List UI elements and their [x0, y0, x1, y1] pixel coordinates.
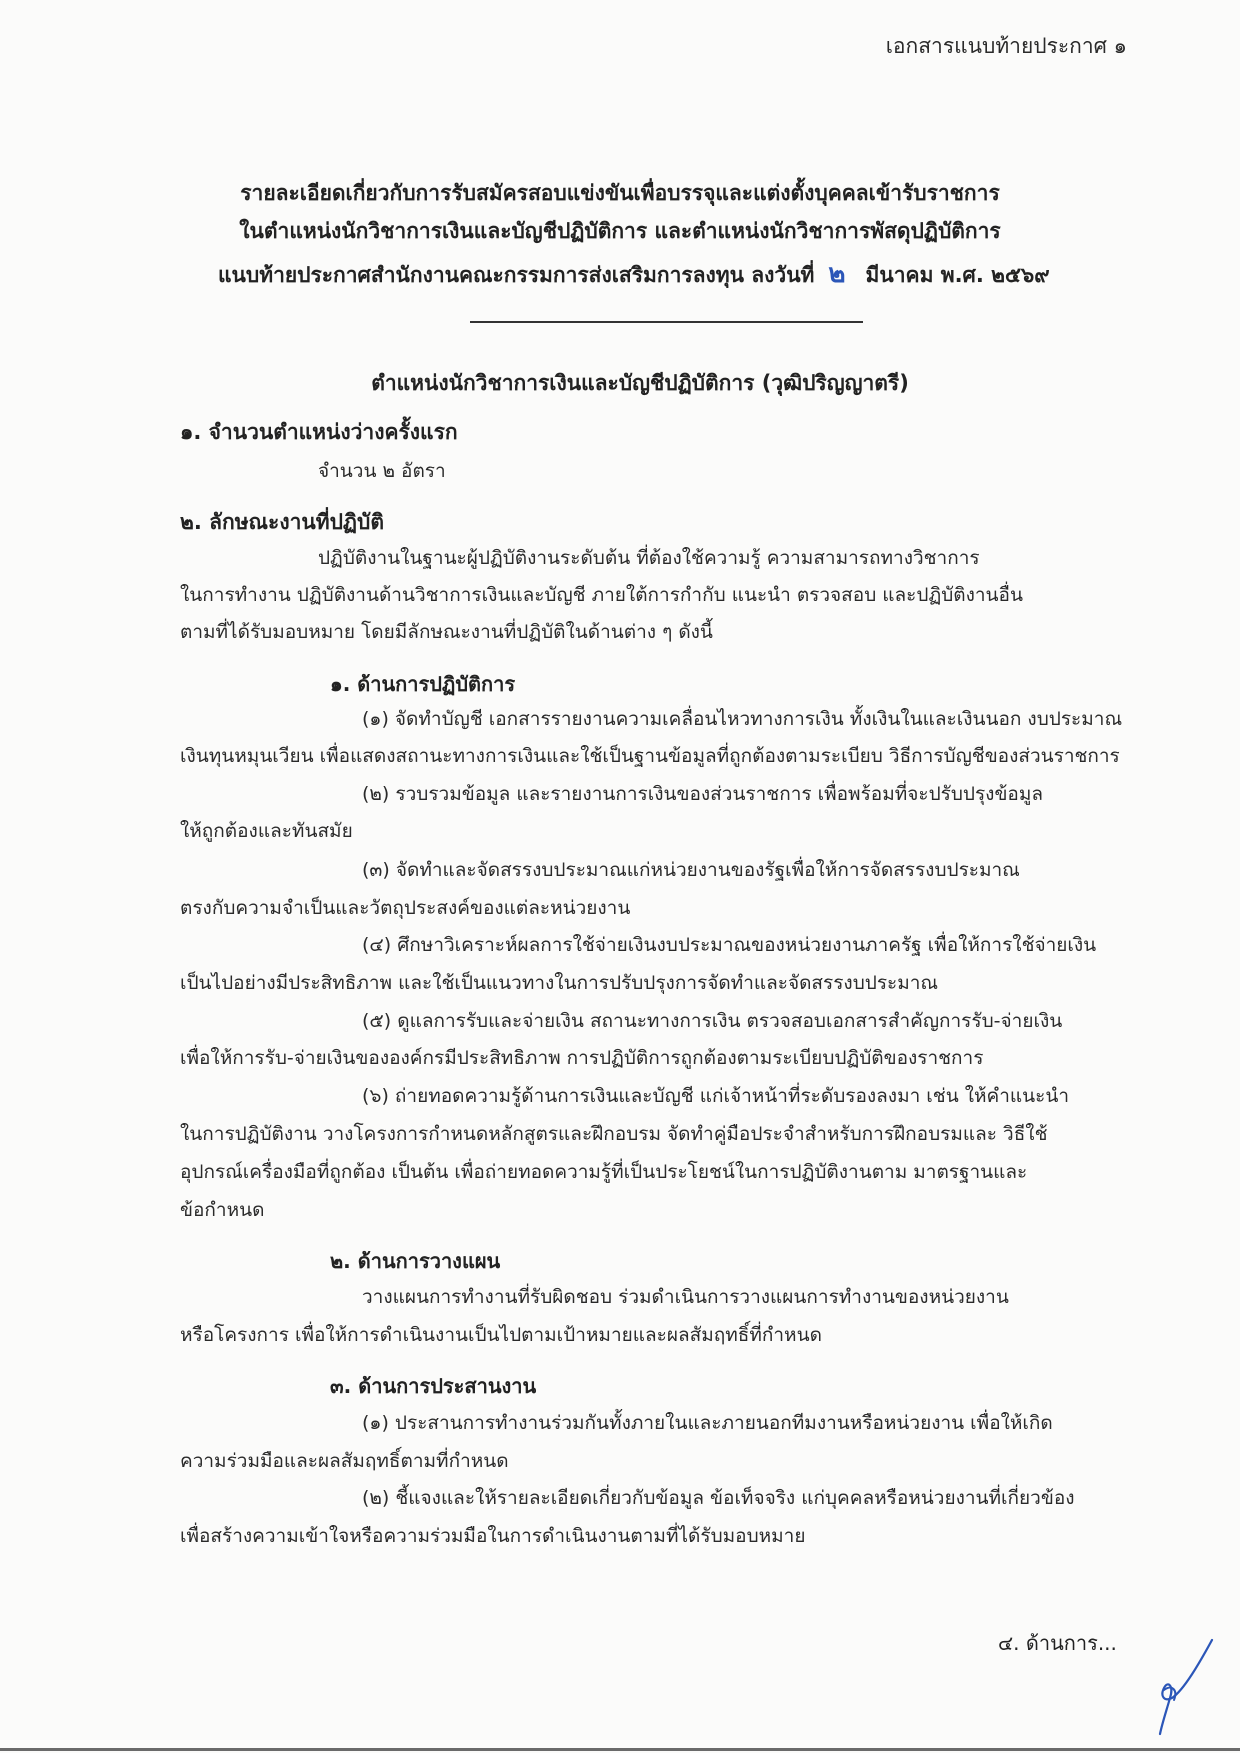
handwritten-date-day: ๒ — [828, 259, 846, 289]
section-2-intro-line: ในการทำงาน ปฏิบัติงานด้านวิชาการเงินและบัญชี ภายใต้การกำกับ แนะนำ ตรวจสอบ และปฏิบัติงานอื่น — [180, 584, 1023, 606]
area-1-line: (๑) จัดทำบัญชี เอกสารรายงานความเคลื่อนไหวทางการเงิน ทั้งเงินในและเงินนอก งบประมาณ — [362, 708, 1123, 730]
area-3-line: (๑) ประสานการทำงานร่วมกันทั้งภายในและภายนอกทีมงานหรือหน่วยงาน เพื่อให้เกิด — [362, 1412, 1053, 1434]
area-3-line: เพื่อสร้างความเข้าใจหรือความร่วมมือในการดำเนินงานตามที่ได้รับมอบหมาย — [180, 1525, 806, 1547]
area-1-line: (๓) จัดทำและจัดสรรงบประมาณแก่หน่วยงานของรัฐเพื่อให้การจัดสรรงบประมาณ — [362, 859, 1020, 881]
section-2-intro-line: ตามที่ได้รับมอบหมาย โดยมีลักษณะงานที่ปฏิบัติในด้านต่าง ๆ ดังนี้ — [180, 621, 713, 643]
area-1-line: (๕) ดูแลการรับและจ่ายเงิน สถานะทางการเงิน ตรวจสอบเอกสารสำคัญการรับ-จ่ายเงิน — [362, 1010, 1063, 1032]
area-1-line: เป็นไปอย่างมีประสิทธิภาพ และใช้เป็นแนวทางในการปรับปรุงการจัดทำและจัดสรรงบประมาณ — [180, 972, 939, 994]
position-title: ตำแหน่งนักวิชาการเงินและบัญชีปฏิบัติการ (วุฒิปริญญาตรี) — [371, 371, 909, 395]
signature-initials-icon — [1152, 1638, 1222, 1738]
area-1-line: ในการปฏิบัติงาน วางโครงการกำหนดหลักสูตรและฝึกอบรม จัดทำคู่มือประจำสำหรับการฝึกอบรมและ วิธีใช้ — [180, 1123, 1048, 1145]
area-1-line: อุปกรณ์เครื่องมือที่ถูกต้อง เป็นต้น เพื่อถ่ายทอดความรู้ที่เป็นประโยชน์ในการปฏิบัติงานตาม มาตรฐานและ — [180, 1161, 1028, 1183]
area-1-line: เพื่อให้การรับ-จ่ายเงินขององค์กรมีประสิทธิภาพ การปฏิบัติการถูกต้องตามระเบียบปฏิบัติของราชการ — [180, 1047, 984, 1069]
area-1-line: (๔) ศึกษาวิเคราะห์ผลการใช้จ่ายเงินงบประมาณของหน่วยงานภาครัฐ เพื่อให้การใช้จ่ายเงิน — [362, 934, 1097, 956]
attachment-reference: เอกสารแนบท้ายประกาศ ๑ — [885, 34, 1127, 58]
area-1-line: (๖) ถ่ายทอดความรู้ด้านการเงินและบัญชี แก่เจ้าหน้าที่ระดับรองลงมา เช่น ให้คำแนะนำ — [362, 1085, 1069, 1107]
area-1-line: ตรงกับความจำเป็นและวัตถุประสงค์ของแต่ละหน่วยงาน — [180, 897, 631, 919]
area-2-heading: ๒. ด้านการวางแผน — [330, 1249, 501, 1273]
title-line-3-suffix: มีนาคม พ.ศ. ๒๕๖๙ — [865, 263, 1050, 287]
area-3-line: ความร่วมมือและผลสัมฤทธิ์ตามที่กำหนด — [180, 1450, 509, 1472]
page-bottom-edge — [0, 1748, 1240, 1751]
continuation-marker: ๔. ด้านการ... — [998, 1631, 1117, 1655]
document-title-line-2: ในตำแหน่งนักวิชาการเงินและบัญชีปฏิบัติการ และตำแหน่งนักวิชาการพัสดุปฏิบัติการ — [239, 219, 1001, 243]
document-title-line-3 — [218, 253, 1050, 294]
title-divider — [470, 321, 863, 323]
area-2-line: วางแผนการทำงานที่รับผิดชอบ ร่วมดำเนินการวางแผนการทำงานของหน่วยงาน — [362, 1286, 1009, 1308]
document-title-line-1: รายละเอียดเกี่ยวกับการรับสมัครสอบแข่งขันเพื่อบรรจุและแต่งตั้งบุคคลเข้ารับราชการ — [240, 181, 1000, 205]
area-3-line: (๒) ชี้แจงและให้รายละเอียดเกี่ยวกับข้อมูล ข้อเท็จจริง แก่บุคคลหรือหน่วยงานที่เกี่ยวข้อง — [362, 1487, 1075, 1509]
section-2-intro-line: ปฏิบัติงานในฐานะผู้ปฏิบัติงานระดับต้น ที่ต้องใช้ความรู้ ความสามารถทางวิชาการ — [318, 547, 980, 569]
area-1-line: ข้อกำหนด — [180, 1199, 265, 1221]
section-2-heading: ๒. ลักษณะงานที่ปฏิบัติ — [180, 510, 384, 534]
section-1-heading: ๑. จำนวนตำแหน่งว่างครั้งแรก — [180, 420, 458, 444]
area-1-line: ให้ถูกต้องและทันสมัย — [180, 820, 353, 842]
area-3-heading: ๓. ด้านการประสานงาน — [330, 1374, 537, 1398]
area-2-line: หรือโครงการ เพื่อให้การดำเนินงานเป็นไปตามเป้าหมายและผลสัมฤทธิ์ที่กำหนด — [180, 1324, 822, 1346]
section-1-body: จำนวน ๒ อัตรา — [318, 460, 446, 482]
area-1-line: (๒) รวบรวมข้อมูล และรายงานการเงินของส่วนราชการ เพื่อพร้อมที่จะปรับปรุงข้อมูล — [362, 783, 1044, 805]
title-line-3-prefix: แนบท้ายประกาศสำนักงานคณะกรรมการส่งเสริมการลงทุน ลงวันที่ — [218, 263, 815, 287]
area-1-heading: ๑. ด้านการปฏิบัติการ — [330, 672, 516, 696]
area-1-line: เงินทุนหมุนเวียน เพื่อแสดงสถานะทางการเงินและใช้เป็นฐานข้อมูลที่ถูกต้องตามระเบียบ วิธีการบัญชีของส่วนราชการ — [180, 745, 1120, 767]
